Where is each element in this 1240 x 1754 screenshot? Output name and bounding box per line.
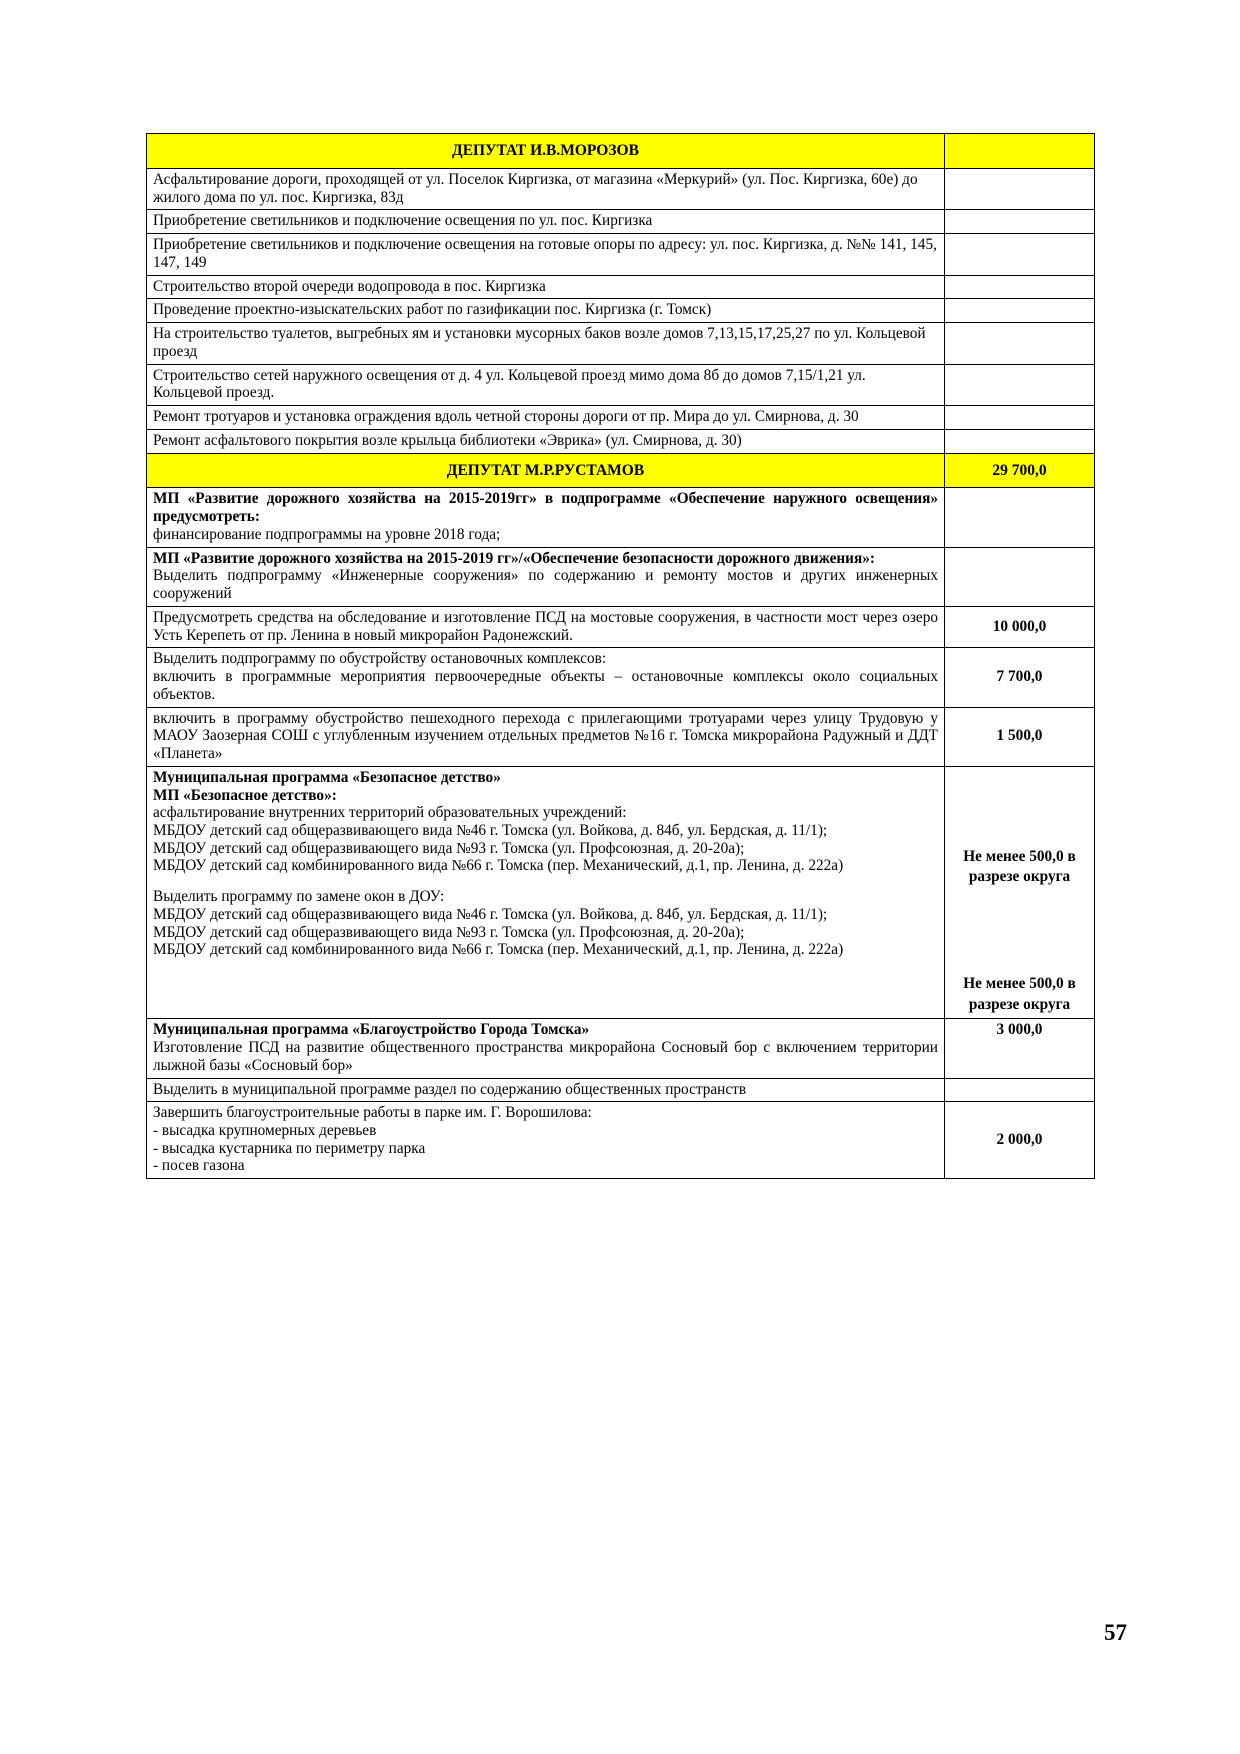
budget-proposals-table <box>146 133 1095 1179</box>
row-text: МБДОУ детский сад комбинированного вида №66 г. Томска (пер. Механический, д.1, пр. Ленина, д. 222а) <box>153 941 844 959</box>
row-sum: 3 000,0 <box>945 1019 1095 1078</box>
table-row <box>147 323 1095 364</box>
table-row <box>147 488 1095 547</box>
row-text: Выделить подпрограмму «Инженерные сооружения» по содержанию и ремонту мостов и других инженерных сооружений <box>153 567 938 603</box>
page-number: 57 <box>1104 1620 1127 1645</box>
row-text: Приобретение светильников и подключение освещения на готовые опоры по адресу: ул. пос. Киргизка, д. №№ 141, 145, 147, 149 <box>153 236 937 271</box>
row-heading: Муниципальная программа «Благоустройство Города Томска» <box>153 1021 590 1039</box>
table-row <box>147 406 1095 430</box>
row-text: Выделить программу по замене окон в ДОУ: <box>153 888 445 906</box>
row-text: асфальтирование внутренних территорий образовательных учреждений: <box>153 804 627 822</box>
row-text: включить в программу обустройство пешеходного перехода с прилегающими тротуарами через улицу Трудовую у МАОУ Заозерная СОШ с углубленным изучением отдельных предметов №16 г. Томска микрорайона Радужный и ДДТ «Планета» <box>153 709 938 763</box>
row-sum: Не менее 500,0 в разрезе округа <box>963 847 1076 886</box>
row-sum <box>945 234 1095 275</box>
row-sum <box>945 406 1095 430</box>
row-sum <box>945 299 1095 323</box>
table-row <box>147 168 1095 209</box>
row-text: Ремонт асфальтового покрытия возле крыльца библиотеки «Эврика» (ул. Смирнова, д. 30) <box>153 431 742 449</box>
row-text: - посев газона <box>153 1157 245 1175</box>
row-text: финансирование подпрограммы на уровне 2018 года; <box>153 525 501 543</box>
row-text: Проведение проектно-изыскательских работ по газификации пос. Киргизка (г. Томск) <box>153 301 712 319</box>
row-heading: МП «Безопасное детство»: <box>153 786 337 804</box>
deputy-name-morozov: ДЕПУТАТ И.В.МОРОЗОВ <box>147 134 945 169</box>
row-heading: Муниципальная программа «Безопасное детство» <box>153 768 501 786</box>
table-row <box>147 648 1095 707</box>
row-text: МБДОУ детский сад общеразвивающего вида №93 г. Томска (ул. Профсоюзная, д. 20-20а); <box>153 923 745 941</box>
row-sum <box>945 1078 1095 1102</box>
table-row <box>147 429 1095 453</box>
row-text: МБДОУ детский сад общеразвивающего вида №46 г. Томска (ул. Войкова, д. 84б, ул. Бердская, д. 11/1); <box>153 905 828 923</box>
row-sum: 10 000,0 <box>945 606 1095 647</box>
row-text: На строительство туалетов, выгребных ям и установки мусорных баков возле домов 7,13,15,17,25,27 по ул. Кольцевой проезд <box>153 325 926 360</box>
table-row <box>147 364 1095 405</box>
table-row <box>147 1078 1095 1102</box>
row-sum: 2 000,0 <box>945 1102 1095 1179</box>
deputy-name-rustamov: ДЕПУТАТ М.Р.РУСТАМОВ <box>147 453 945 488</box>
table-row <box>147 606 1095 647</box>
table-row <box>147 707 1095 766</box>
row-text: Предусмотреть средства на обследование и изготовление ПСД на мостовые сооружения, в частности мост через озеро Усть Керепеть от пр. Ленина в новый микрорайон Радонежский. <box>153 608 938 644</box>
table-row <box>147 1019 1095 1078</box>
table-row <box>147 766 1095 1019</box>
section-header-row <box>147 134 1095 169</box>
row-text: Приобретение светильников и подключение освещения по ул. пос. Киргизка <box>153 212 653 230</box>
row-sum <box>945 547 1095 606</box>
row-sum <box>945 429 1095 453</box>
table-row <box>147 210 1095 234</box>
row-sum: 1 500,0 <box>945 707 1095 766</box>
row-sum: 7 700,0 <box>945 648 1095 707</box>
row-text: Изготовление ПСД на развитие общественного пространства микрорайона Сосновый бор с включением территории лыжной базы «Сосновый бор» <box>153 1039 938 1074</box>
row-text: Выделить в муниципальной программе раздел по содержанию общественных пространств <box>153 1080 747 1098</box>
row-text: МБДОУ детский сад комбинированного вида №66 г. Томска (пер. Механический, д.1, пр. Ленина, д. 222а) <box>153 857 844 875</box>
row-text: Асфальтирование дороги, проходящей от ул. Поселок Киргизка, от магазина «Меркурий» (ул. Пос. Киргизка, 60е) до жилого дома по ул. пос. Киргизка, 83д <box>153 170 918 206</box>
row-text: Выделить подпрограмму по обустройству остановочных комплексов: <box>153 650 607 668</box>
row-sum <box>945 168 1095 209</box>
row-sum-group <box>945 766 1095 1019</box>
row-text: - высадка кустарника по периметру парка <box>153 1139 426 1157</box>
table-row <box>147 1102 1095 1179</box>
table-row <box>147 275 1095 299</box>
row-text: - высадка крупномерных деревьев <box>153 1122 377 1139</box>
row-text: Строительство второй очереди водопровода в пос. Киргизка <box>153 277 546 295</box>
deputy-sum-rustamov: 29 700,0 <box>945 453 1095 488</box>
row-text: МБДОУ детский сад общеразвивающего вида №46 г. Томска (ул. Войкова, д. 84б, ул. Бердская, д. 11/1); <box>153 821 828 839</box>
row-sum: Не менее 500,0 в разрезе округа <box>963 975 1076 1013</box>
section-header-row <box>147 453 1095 488</box>
row-text: Ремонт тротуаров и установка ограждения вдоль четной стороны дороги от пр. Мира до ул. Смирнова, д. 30 <box>153 408 859 426</box>
paragraph-spacer <box>153 875 938 888</box>
row-text: МБДОУ детский сад общеразвивающего вида №93 г. Томска (ул. Профсоюзная, д. 20-20а); <box>153 839 745 857</box>
row-text: Завершить благоустроительные работы в парке им. Г. Ворошилова: <box>153 1104 592 1122</box>
row-heading: МП «Развитие дорожного хозяйства на 2015-2019 гг»/«Обеспечение безопасности дорожного движения»: <box>153 549 876 567</box>
deputy-sum-morozov <box>945 134 1095 169</box>
row-text: включить в программные мероприятия первоочередные объекты – остановочные комплексы около социальных объектов. <box>153 668 938 703</box>
row-heading: МП «Развитие дорожного хозяйства на 2015-2019гг» в подпрограмме «Обеспечение наружного освещения» предусмотреть: <box>153 490 938 526</box>
row-sum <box>945 488 1095 547</box>
row-sum <box>945 323 1095 364</box>
row-sum <box>945 275 1095 299</box>
row-sum <box>945 364 1095 405</box>
table-row <box>147 547 1095 606</box>
row-text: Строительство сетей наружного освещения от д. 4 ул. Кольцевой проезд мимо дома 8б до домов 7,15/1,21 ул. Кольцевой проезд. <box>153 366 866 402</box>
table-row <box>147 234 1095 275</box>
table-row <box>147 299 1095 323</box>
row-sum <box>945 210 1095 234</box>
